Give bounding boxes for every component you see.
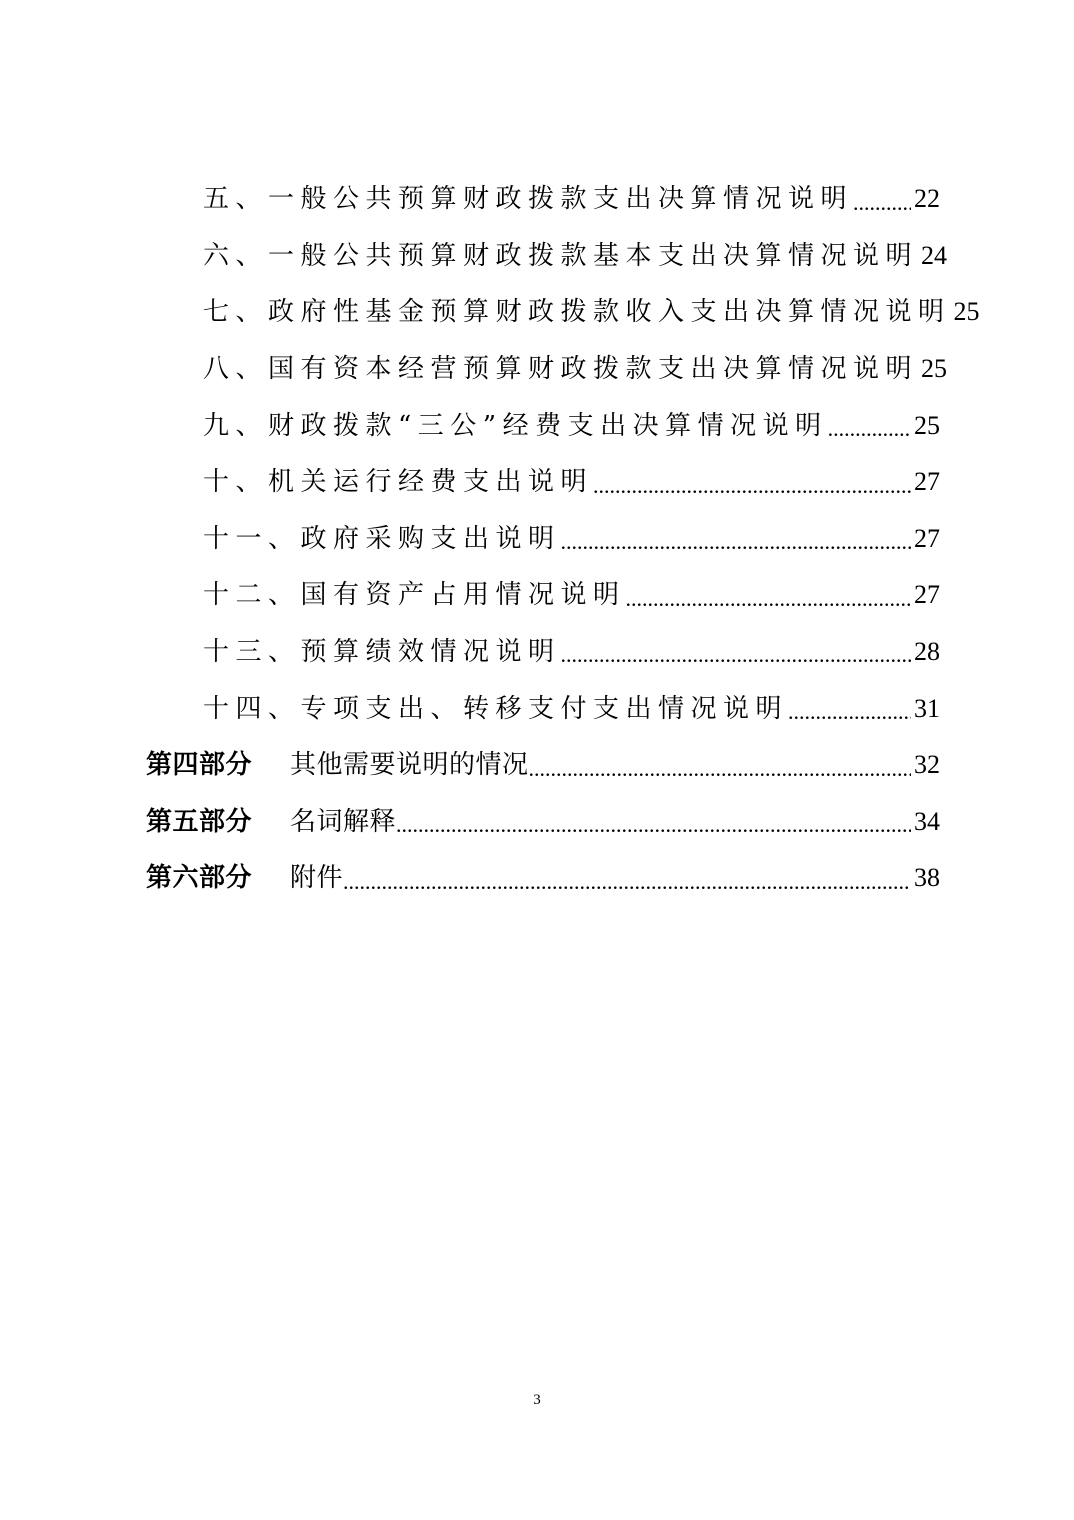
toc-entry-page: 27 [914, 523, 940, 553]
toc-entry[interactable] [0, 397, 1074, 454]
toc-entry[interactable] [0, 228, 1074, 285]
toc-part-name: 其他需要说明的情况 [290, 750, 529, 781]
toc-entry-page: 31 [914, 693, 940, 723]
toc-entry-title: 十一、政府采购支出说明 [203, 523, 561, 554]
toc-entry-page: 25 [953, 297, 980, 327]
toc-part-title [146, 863, 344, 894]
dot-leader [529, 758, 911, 794]
toc-entry-page: 28 [914, 637, 940, 667]
toc-entry-title: 十、机关运行经费支出说明 [203, 467, 594, 498]
toc-entry-page: 25 [914, 410, 940, 440]
toc-entry[interactable] [0, 680, 1074, 737]
toc-entry[interactable] [0, 567, 1074, 624]
toc-part-entry[interactable] [0, 850, 1074, 907]
toc-entry-page: 34 [914, 806, 940, 836]
toc-entry-page: 38 [914, 863, 940, 893]
dot-leader [396, 814, 911, 850]
toc-entry-title: 九、财政拨款“三公”经费支出决算情况说明 [203, 410, 828, 441]
toc-entry-title: 十二、国有资产占用情况说明 [203, 580, 626, 611]
toc-entry-title: 八、国有资本经营预算财政拨款支出决算情况说明 [203, 354, 919, 385]
table-of-contents [0, 171, 1074, 907]
toc-part-entry[interactable] [0, 794, 1074, 851]
toc-entry[interactable] [0, 284, 1074, 341]
dot-leader [626, 588, 911, 624]
dot-leader [853, 192, 911, 228]
toc-entry-title: 十四、专项支出、转移支付支出情况说明 [203, 693, 789, 724]
toc-entry[interactable] [0, 341, 1074, 398]
toc-entry-page: 22 [914, 184, 940, 214]
toc-entry[interactable] [0, 624, 1074, 681]
toc-part-title [146, 806, 397, 837]
toc-part-name: 名词解释 [290, 806, 397, 837]
toc-entry-page: 25 [921, 354, 948, 384]
toc-part-entry[interactable] [0, 737, 1074, 794]
dot-leader [788, 701, 911, 737]
toc-entry-page: 32 [914, 750, 940, 780]
toc-entry-title: 七、政府性基金预算财政拨款收入支出决算情况说明 [203, 297, 951, 328]
toc-entry-page: 27 [914, 580, 940, 610]
dot-leader [561, 644, 911, 680]
toc-part-section: 第五部分 [146, 806, 253, 837]
dot-leader [593, 475, 911, 511]
page-number: 3 [533, 1392, 541, 1408]
toc-part-title [146, 750, 529, 781]
toc-entry[interactable] [0, 454, 1074, 511]
toc-part-name: 附件 [290, 863, 344, 894]
toc-part-section: 第六部分 [146, 863, 253, 894]
toc-entry-title: 十三、预算绩效情况说明 [203, 637, 561, 668]
dot-leader [828, 418, 911, 454]
toc-entry[interactable] [0, 171, 1074, 228]
toc-part-section: 第四部分 [146, 750, 253, 781]
toc-entry-page: 27 [914, 467, 940, 497]
toc-entry-title: 五、一般公共预算财政拨款支出决算情况说明 [203, 184, 854, 215]
dot-leader [343, 871, 911, 907]
toc-entry-title: 六、一般公共预算财政拨款基本支出决算情况说明 [203, 240, 919, 271]
toc-entry-page: 24 [921, 240, 948, 270]
dot-leader [561, 531, 911, 567]
toc-entry[interactable] [0, 511, 1074, 568]
